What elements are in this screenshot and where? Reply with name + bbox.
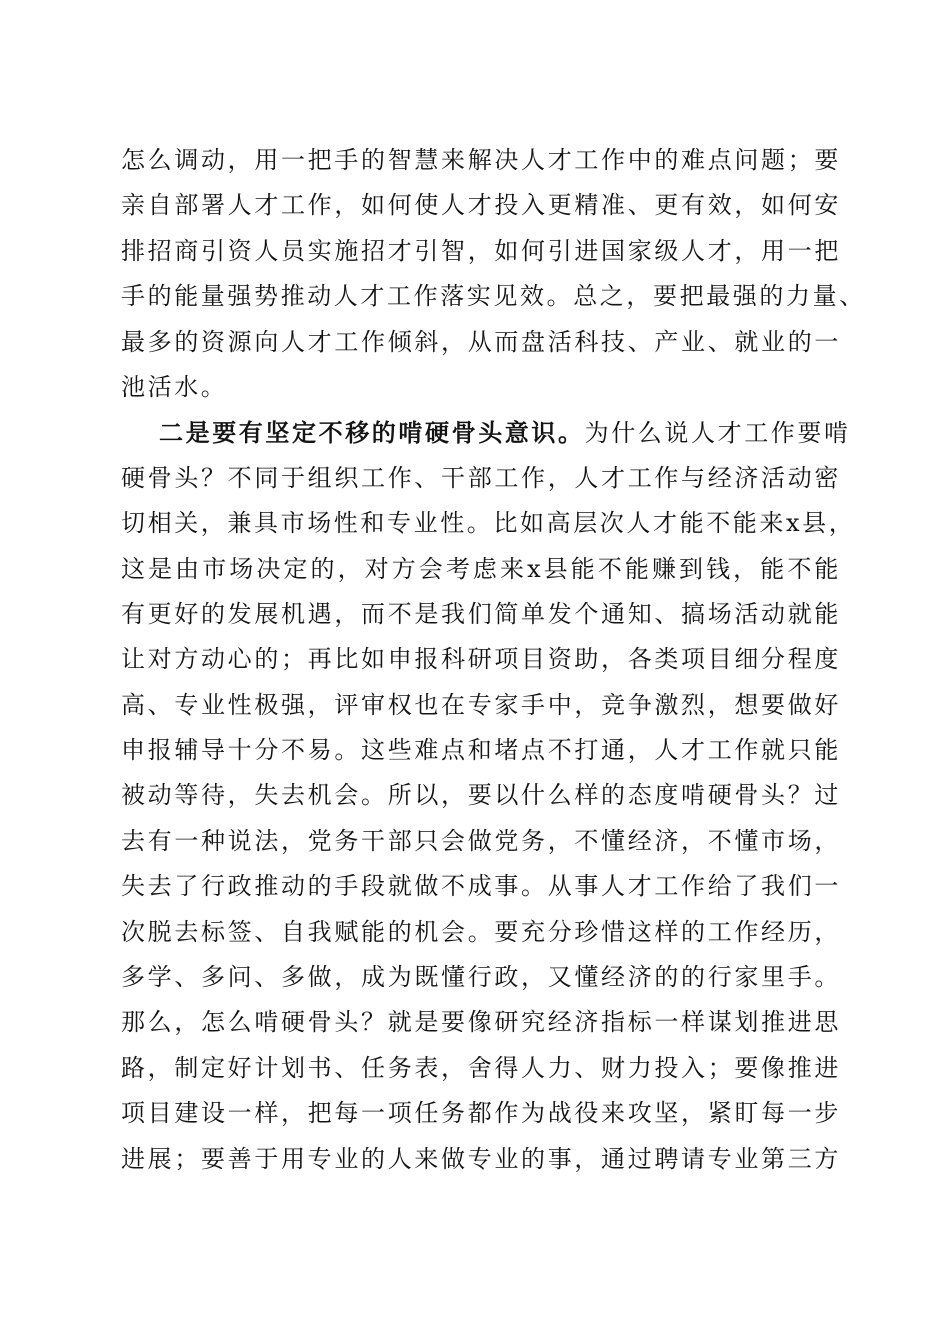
text-line: 多学、多问、多做，成为既懂行政，又懂经济的的行家里手。	[121, 963, 841, 992]
text-line: 亲自部署人才工作，如何使人才投入更精准、更有效，如何安	[121, 191, 841, 220]
text-line: 项目建设一样，把每一项任务都作为战役来攻坚，紧盯每一步	[121, 1099, 841, 1128]
text-line: 让对方动心的；再比如申报科研项目资助，各类项目细分程度	[121, 645, 841, 674]
text-line: 排招商引资人员实施招才引智，如何引进国家级人才，用一把	[121, 236, 841, 265]
text-line: 次脱去标签、自我赋能的机会。要充分珍惜这样的工作经历，	[121, 917, 841, 946]
paragraph-lead-heading: 二是要有坚定不移的啃硬骨头意识。	[159, 418, 585, 448]
text-line: 硬骨头？不同于组织工作、干部工作，人才工作与经济活动密	[121, 463, 841, 492]
text-line: 手的能量强势推动人才工作落实见效。总之，要把最强的力量、	[121, 282, 866, 311]
document-body	[121, 138, 866, 1182]
text-line: 最多的资源向人才工作倾斜，从而盘活科技、产业、就业的一	[121, 327, 841, 356]
text-line-first	[121, 410, 851, 455]
text-line: 失去了行政推动的手段就做不成事。从事人才工作给了我们一	[121, 872, 841, 901]
text-line: 高、专业性极强，评审权也在专家手中，竞争激烈，想要做好	[121, 690, 841, 719]
text-line: 去有一种说法，党务干部只会做党务，不懂经济，不懂市场，	[121, 826, 841, 855]
text-line: 申报辅导十分不易。这些难点和堵点不打通，人才工作就只能	[121, 736, 841, 765]
text-line: 路，制定好计划书、任务表，舍得人力、财力投入；要像推进	[121, 1053, 841, 1082]
first-line-rest: 为什么说人才工作要啃	[584, 419, 851, 448]
text-line: 这是由市场决定的，对方会考虑来x县能不能赚到钱，能不能	[121, 554, 841, 583]
text-line: 切相关，兼具市场性和专业性。比如高层次人才能不能来x县，	[121, 509, 856, 538]
text-line: 有更好的发展机遇，而不是我们简单发个通知、搞场活动就能	[121, 599, 841, 628]
text-line: 进展；要善于用专业的人来做专业的事，通过聘请专业第三方	[121, 1144, 841, 1173]
text-line: 怎么调动，用一把手的智慧来解决人才工作中的难点问题；要	[121, 146, 841, 174]
text-line: 被动等待，失去机会。所以，要以什么样的态度啃硬骨头？过	[121, 781, 841, 810]
paragraph-2	[121, 410, 856, 1182]
text-line: 那么，怎么啃硬骨头？就是要像研究经济指标一样谋划推进思	[121, 1008, 841, 1037]
paragraph-1	[121, 138, 866, 410]
text-line: 池活水。	[121, 372, 228, 401]
